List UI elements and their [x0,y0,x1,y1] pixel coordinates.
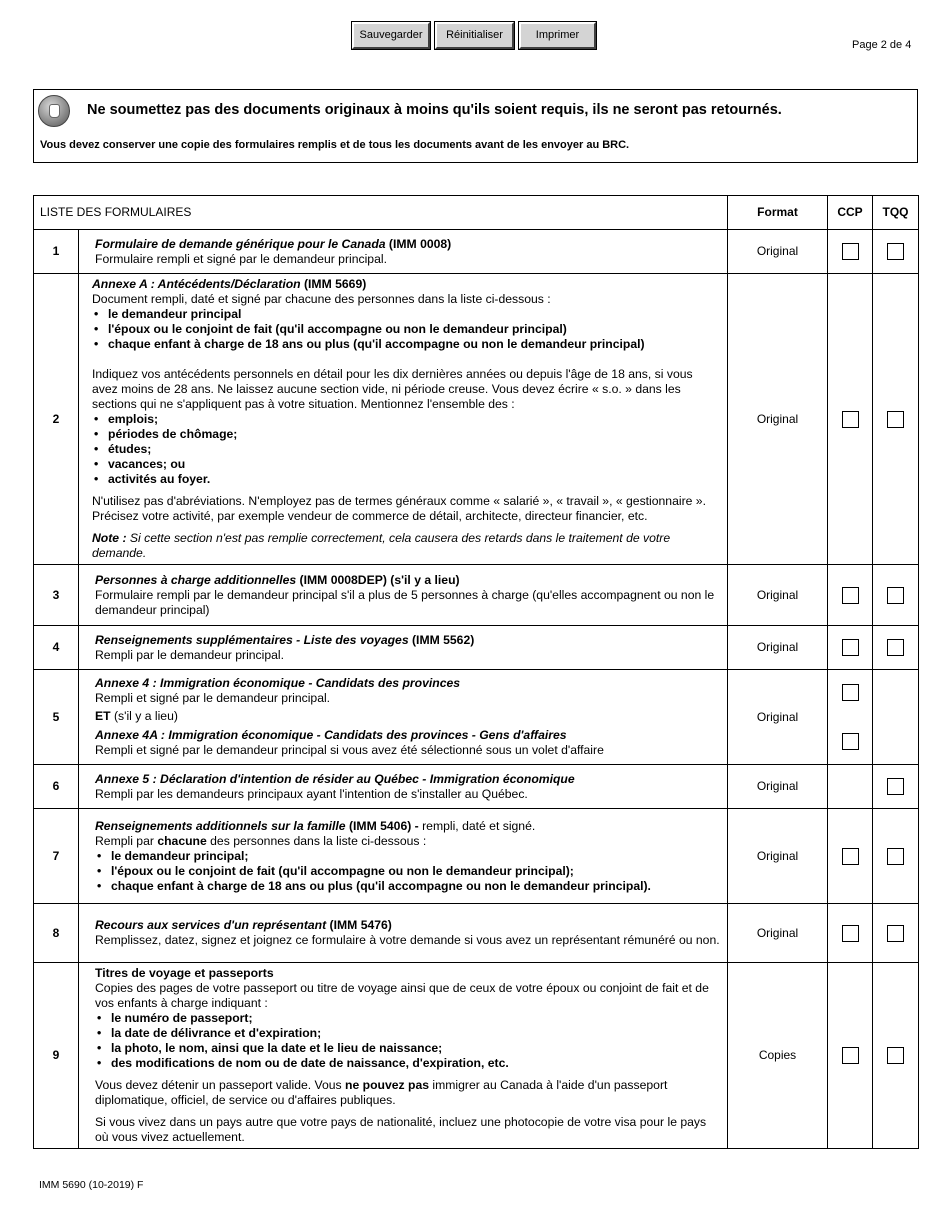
passport-text: Vous devez détenir un passeport valide. Vous [95,1078,346,1092]
row-description [79,670,728,765]
list-item: • périodes de chômage; [92,427,721,442]
table-header [34,196,919,230]
row-number: 5 [34,670,79,765]
ccp-checkbox-annex4a[interactable] [842,733,859,750]
note-text: Si cette section n'est pas remplie correctement, cela causera des retards dans le traitement de votre demande. [92,531,671,560]
form-title-2: Annexe 4A : Immigration économique - Candidats des provinces - Gens d'affaires [95,728,567,742]
tqq-checkbox[interactable] [887,243,904,260]
row-number: 8 [34,904,79,963]
table-row [34,809,919,904]
stop-hand-icon [38,95,70,127]
row-format: Original [728,809,828,904]
row-format: Original [728,765,828,809]
row-description [79,626,728,670]
bullet-list [95,1011,721,1071]
bullet-list [92,307,721,352]
table-row [34,230,919,274]
form-text: Copies des pages de votre passeport ou titre de voyage ainsi que de ceux de votre époux ou conjoint de fait et de vos enfants à charge indiquant : [95,981,709,1010]
col-ccp-header: CCP [828,196,873,230]
table-row [34,626,919,670]
row-number: 4 [34,626,79,670]
col-format-header: Format [728,196,828,230]
form-title: Recours aux services d'un représentant [95,918,327,932]
tqq-checkbox[interactable] [887,1047,904,1064]
form-text: Rempli par le demandeur principal. [95,647,285,662]
form-text-emphasis: chacune [157,833,207,848]
form-text-2: Rempli et signé par le demandeur principal si vous avez été sélectionné sous un volet d'affaire [95,743,604,757]
form-code: (IMM 5406) - [345,818,419,833]
reset-button[interactable]: Réinitialiser [435,22,514,49]
form-text: Rempli par les demandeurs principaux ayant l'intention de s'installer au Québec. [95,786,528,801]
col-tqq-header: TQQ [873,196,919,230]
instructions-paragraph: Indiquez vos antécédents personnels en détail pour les dix dernières années ou depuis l'âge de 18 ans, si vous avez moins de 28 ans. Ne laissez aucune section vide, ni période creuse. Vous devez écrire « s.o. » dans les sections qui ne s'appliquent pas à votre situation. Mentionnez l'ensemble des : [92,367,693,411]
form-footer-code: IMM 5690 (10-2019) F [39,1179,144,1191]
form-title: Formulaire de demande générique pour le Canada [95,236,386,251]
row-format: Original [728,565,828,626]
list-item: • la date de délivrance et d'expiration; [95,1026,721,1041]
ccp-checkbox[interactable] [842,587,859,604]
row-number: 7 [34,809,79,904]
ccp-checkbox[interactable] [842,1047,859,1064]
form-code: (IMM 5476) [326,918,392,932]
ccp-checkbox[interactable] [842,411,859,428]
row-description [79,230,728,274]
form-text: Document rempli, daté et signé par chacune des personnes dans la liste ci-dessous : [92,292,551,306]
table-row [34,765,919,809]
row-number: 1 [34,230,79,274]
list-item: • le numéro de passeport; [95,1011,721,1026]
row-format: Copies [728,963,828,1149]
note-label: Note : [92,531,127,545]
list-item: • chaque enfant à charge de 18 ans ou plus (qu'il accompagne ou non le demandeur principal). [95,879,721,894]
form-code-after: rempli, daté et signé. [418,818,536,833]
table-title: LISTE DES FORMULAIRES [34,196,728,230]
note [92,531,721,561]
print-button[interactable]: Imprimer [519,22,596,49]
bullet-list [95,849,721,894]
row-format: Original [728,626,828,670]
table-row [34,565,919,626]
table-row [34,274,919,565]
form-text: Rempli par [95,833,158,848]
warning-title: Ne soumettez pas des documents originaux à moins qu'ils soient requis, ils ne seront pas retournés. [87,102,782,118]
list-item: • le demandeur principal; [95,849,721,864]
page-indicator: Page 2 de 4 [852,39,912,51]
tqq-checkbox[interactable] [887,411,904,428]
row-number: 2 [34,274,79,565]
row-description [79,765,728,809]
save-button[interactable]: Sauvegarder [352,22,430,49]
row-format: Original [728,274,828,565]
form-title: Titres de voyage et passeports [95,966,274,980]
form-text: Remplissez, datez, signez et joignez ce formulaire à votre demande si vous avez un représentant rémunéré ou non. [95,933,720,947]
form-title: Personnes à charge additionnelles [95,572,297,587]
row-description [79,904,728,963]
ccp-checkbox[interactable] [842,243,859,260]
row-format: Original [728,230,828,274]
list-item: • le demandeur principal [92,307,721,322]
form-title: Annexe 4 : Immigration économique - Candidats des provinces [95,676,461,690]
form-title: Renseignements supplémentaires - Liste des voyages [95,632,409,647]
list-item: • emplois; [92,412,721,427]
row-format: Original [728,670,828,765]
warning-subtitle: Vous devez conserver une copie des formulaires remplis et de tous les documents avant de les envoyer au BRC. [40,139,630,151]
tqq-checkbox[interactable] [887,925,904,942]
form-code: (IMM 0008) [385,236,452,251]
table-row [34,904,919,963]
et-label: ET [95,709,111,723]
list-item: • études; [92,442,721,457]
row-description [79,963,728,1149]
list-item: • vacances; ou [92,457,721,472]
form-code: (IMM 5562) [408,632,475,647]
visa-paragraph: Si vous vivez dans un pays autre que votre pays de nationalité, incluez une photocopie de votre visa pour le pays où vous vivez actuellement. [95,1115,707,1144]
ccp-checkbox[interactable] [842,925,859,942]
list-item: • des modifications de nom ou de date de naissance, d'expiration, etc. [95,1056,721,1071]
form-title: Annexe 5 : Déclaration d'intention de résider au Québec - Immigration économique [95,771,575,786]
list-item: • activités au foyer. [92,472,721,487]
et-text: (s'il y a lieu) [110,709,178,723]
list-item: • l'époux ou le conjoint de fait (qu'il accompagne ou non le demandeur principal) [92,322,721,337]
ccp-checkbox-annex4[interactable] [842,684,859,701]
table-row [34,670,919,765]
ccp-checkbox[interactable] [842,848,859,865]
form-text: Rempli et signé par le demandeur principal. [95,691,331,705]
row-format: Original [728,904,828,963]
tqq-empty-cell [873,670,919,765]
warning-box [33,89,918,163]
row-number: 9 [34,963,79,1149]
row-description [79,565,728,626]
toolbar [352,22,596,49]
instructions-paragraph: N'utilisez pas d'abréviations. N'employez pas de termes généraux comme « salarié », « travail », « gestionnaire ». Précisez votre activité, par exemple vendeur de commerce de détail, architecte, directeur financier, etc. [92,494,706,523]
form-text-end: des personnes dans la liste ci-dessous : [206,833,427,848]
table-row [34,963,919,1149]
tqq-checkbox[interactable] [887,639,904,656]
tqq-checkbox[interactable] [887,778,904,795]
list-item: • chaque enfant à charge de 18 ans ou plus (qu'il accompagne ou non le demandeur principal) [92,337,721,352]
tqq-checkbox[interactable] [887,848,904,865]
forms-table [33,195,919,1149]
form-code: (IMM 5669) [300,277,367,291]
form-text: Formulaire rempli par le demandeur principal s'il a plus de 5 personnes à charge (qu'elles accompagnent ou non le demandeur principal) [95,587,715,617]
row-description [79,809,728,904]
row-number: 6 [34,765,79,809]
passport-emphasis: ne pouvez pas [345,1078,429,1092]
list-item: • l'époux ou le conjoint de fait (qu'il accompagne ou non le demandeur principal); [95,864,721,879]
form-title: Renseignements additionnels sur la famille [95,818,346,833]
passport-text-end: immigrer au Canada à l'aide d'un passeport diplomatique, officiel, de service ou d'affaires publiques. [95,1078,668,1107]
list-item: • la photo, le nom, ainsi que la date et le lieu de naissance; [95,1041,721,1056]
row-description [79,274,728,565]
ccp-checkbox[interactable] [842,639,859,656]
tqq-checkbox[interactable] [887,587,904,604]
form-code: (IMM 0008DEP) (s'il y a lieu) [296,572,460,587]
ccp-empty-cell [828,765,873,809]
bullet-list [92,412,721,487]
form-title: Annexe A : Antécédents/Déclaration [92,277,301,291]
row-number: 3 [34,565,79,626]
form-text: Formulaire rempli et signé par le demandeur principal. [95,251,387,266]
